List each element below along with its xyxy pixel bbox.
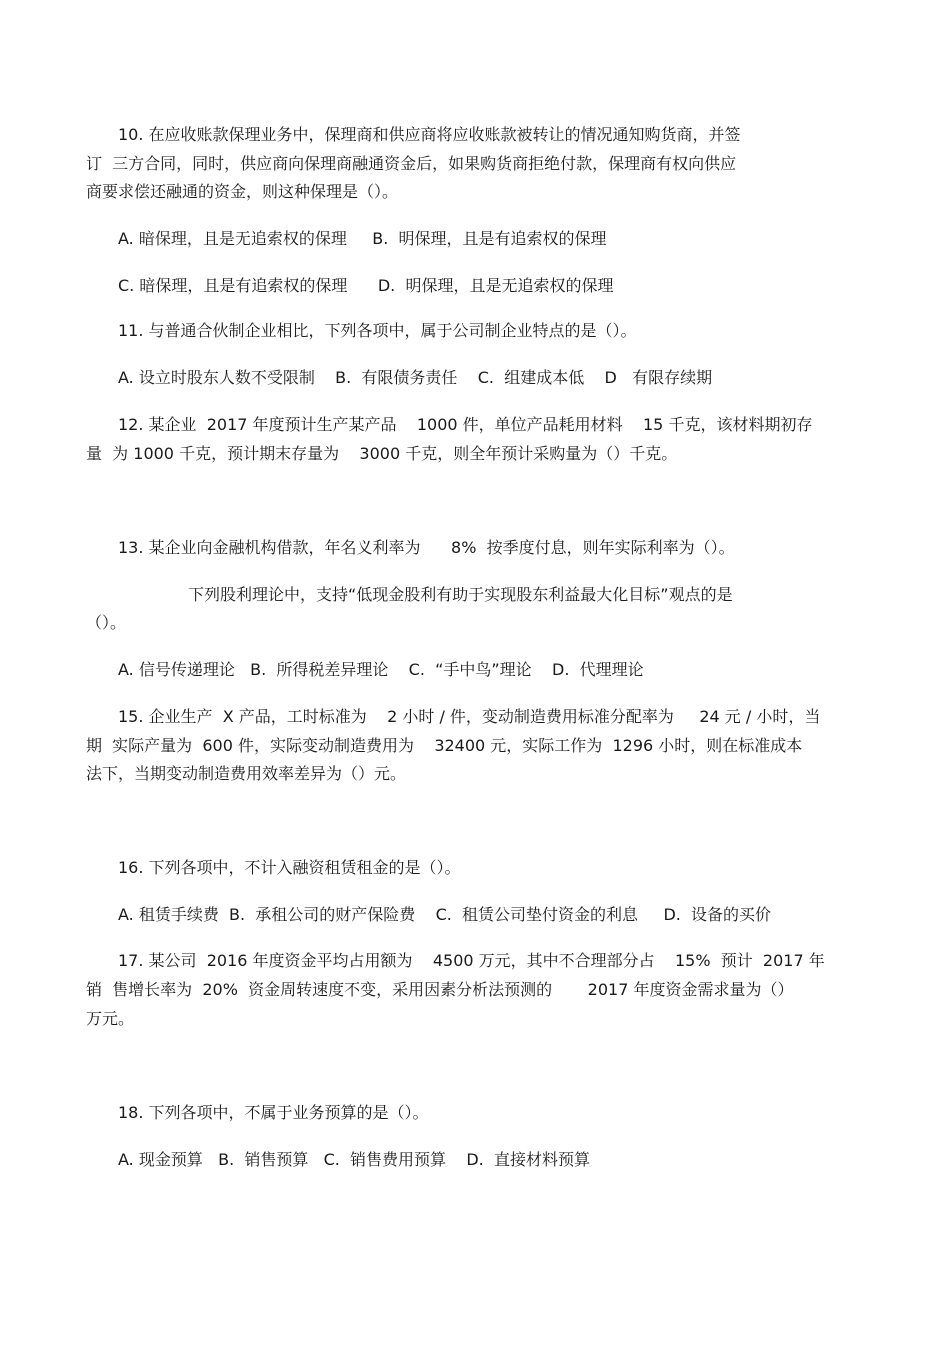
question-text: 11. 与普通合伙制企业相比，下列各项中，属于公司制企业特点的是（）。 xyxy=(118,321,637,340)
answer-options: A. 暗保理，且是无追索权的保理 B. 明保理，且是有追索权的保理 xyxy=(118,229,607,248)
question-text: 13. 某企业向金融机构借款，年名义利率为 8% 按季度付息，则年实际利率为（）。 xyxy=(118,538,735,557)
question-text: 10. 在应收账款保理业务中，保理商和供应商将应收账款被转让的情况通知购货商，并签 xyxy=(118,125,741,144)
answer-options: A. 租赁手续费 B. 承租公司的财产保险费 C. 租赁公司垫付资金的利息 D. 设备的买价 xyxy=(118,905,772,924)
question-text: 15. 企业生产 X 产品，工时标准为 2 小时 / 件，变动制造费用标准分配率为 24 元 / 小时，当 xyxy=(118,707,821,726)
question-text: （）。 xyxy=(86,613,127,632)
question-text: 18. 下列各项中，不属于业务预算的是（）。 xyxy=(118,1103,429,1122)
question-text: 下列股利理论中，支持“低现金股利有助于实现股东利益最大化目标”观点的是 xyxy=(188,585,733,604)
question-text: 17. 某公司 2016 年度资金平均占用额为 4500 万元，其中不合理部分占 15% 预计 2017 年 xyxy=(118,951,825,970)
answer-options: A. 现金预算 B. 销售预算 C. 销售费用预算 D. 直接材料预算 xyxy=(118,1150,590,1169)
question-text: 期 实际产量为 600 件，实际变动制造费用为 32400 元，实际工作为 1296 小时，则在标准成本 xyxy=(86,736,803,755)
question-text: 订 三方合同，同时，供应商向保理商融通资金后，如果购货商拒绝付款，保理商有权向供应 xyxy=(86,154,737,173)
question-text: 量 为 1000 千克，预计期末存量为 3000 千克，则全年预计采购量为（）千克。 xyxy=(86,444,678,463)
question-text: 销 售增长率为 20% 资金周转速度不变，采用因素分析法预测的 2017 年度资金需求量为（） xyxy=(86,980,794,999)
answer-options: C. 暗保理，且是有追索权的保理 D. 明保理，且是无追索权的保理 xyxy=(118,276,614,295)
answer-options: A. 信号传递理论 B. 所得税差异理论 C. “手中鸟”理论 D. 代理理论 xyxy=(118,660,644,679)
question-text: 12. 某企业 2017 年度预计生产某产品 1000 件，单位产品耗用材料 15 千克，该材料期初存 xyxy=(118,415,813,434)
question-text: 16. 下列各项中，不计入融资租赁租金的是（）。 xyxy=(118,858,461,877)
question-text: 万元。 xyxy=(86,1009,135,1028)
question-text: 法下，当期变动制造费用效率差异为（）元。 xyxy=(86,764,407,783)
answer-options: A. 设立时股东人数不受限制 B. 有限债务责任 C. 组建成本低 D 有限存续期 xyxy=(118,368,713,387)
question-text: 商要求偿还融通的资金，则这种保理是（）。 xyxy=(86,182,399,201)
